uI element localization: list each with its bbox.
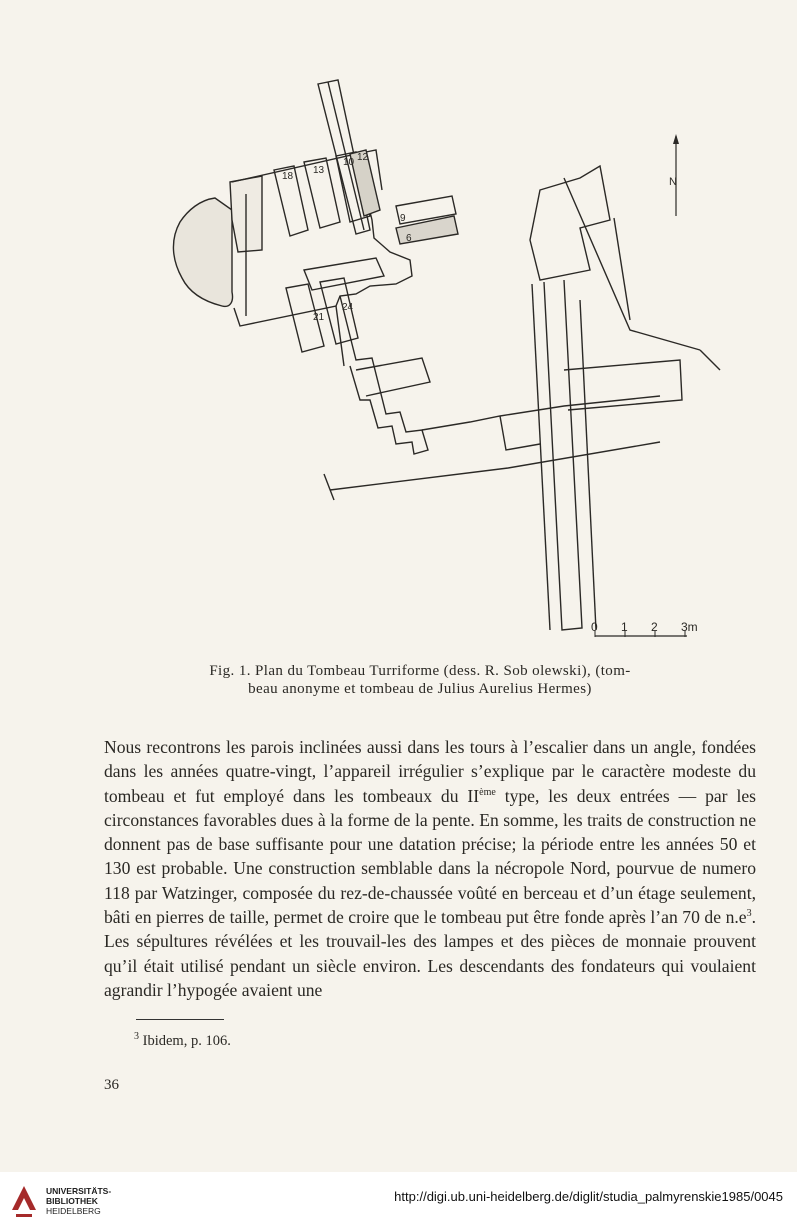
room-number-10: 10 [343,157,355,168]
page-number: 36 [104,1077,119,1093]
superscript-eme: ème [479,786,496,798]
scale-label-2: 2 [651,620,658,634]
room-number-24: 24 [342,302,354,313]
footnote-reference: 3 [746,908,752,920]
scale-label-0: 0 [591,620,598,634]
caption-line-2: beau anonyme et tombeau de Julius Aurelius Hermes) [248,681,592,697]
tomb-plan-figure [160,70,730,640]
permalink[interactable]: http://digi.ub.uni-heidelberg.de/diglit/studia_palmyrenskie1985/0045 [394,1189,783,1204]
body-paragraph-text [104,735,756,1002]
scale-bar [585,620,715,640]
scale-label-3m: 3m [681,620,698,634]
library-logo-icon [8,1180,40,1220]
figure-caption [190,662,650,698]
digitization-footer [0,1172,797,1231]
room-number-12: 12 [357,152,369,163]
room-number-18: 18 [282,171,294,182]
library-name-line-3: HEIDELBERG [46,1206,101,1216]
room-number-21: 21 [313,312,325,323]
tomb-plan-drawing [160,70,730,640]
north-label: N [669,176,677,188]
library-name [46,1186,111,1216]
body-paragraph [104,735,756,1002]
room-number-6: 6 [406,233,412,244]
footnote-marker: 3 [134,1031,139,1043]
room-number-13: 13 [313,165,325,176]
room-number-9: 9 [400,213,406,224]
footnote-rule [136,1019,224,1020]
body-text-part-3: . Les sépultures révélées et les trouvail-les des lampes et des pièces de monnaie prouvent qu’il était utilisé pendant un siècle environ. Les descendants des fondateurs qui voulaient agrandir l’hypogée avaient une [104,907,756,1000]
body-text-part-2: type, les deux entrées — par les circonstances favorables dues à la forme de la pente. En somme, les traits de construction ne donnent pas de base suffisante pour une datation précise; la période entre les années 50 et 130 est probable. Une construction semblable dans la nécropole Nord, pourvue de numero 118 par Watzinger, composée du rez-de-chaussée voûté en berceau et d’un étage seulement, bâti en pierres de taille, permet de croire que le tombeau put être fonde après l’an 70 de n.e [104,785,756,928]
caption-line-1: Fig. 1. Plan du Tombeau Turriforme (dess. R. Sob olewski), (tom- [209,663,631,679]
footnote [134,1033,231,1050]
footnote-text: Ibidem, p. 106. [139,1033,231,1049]
body-text-part-1: Nous recontrons les parois inclinées aussi dans les tours à l’escalier dans un angle, fondées dans les années quatre-vingt, l’appareil irrégulier s’explique par le caractère modeste du tombeau et fut employé dans les tombeaux du II [104,737,756,806]
library-name-line-1: UNIVERSITÄTS- [46,1186,112,1196]
scale-label-1: 1 [621,620,628,634]
library-name-line-2: BIBLIOTHEK [46,1196,98,1206]
